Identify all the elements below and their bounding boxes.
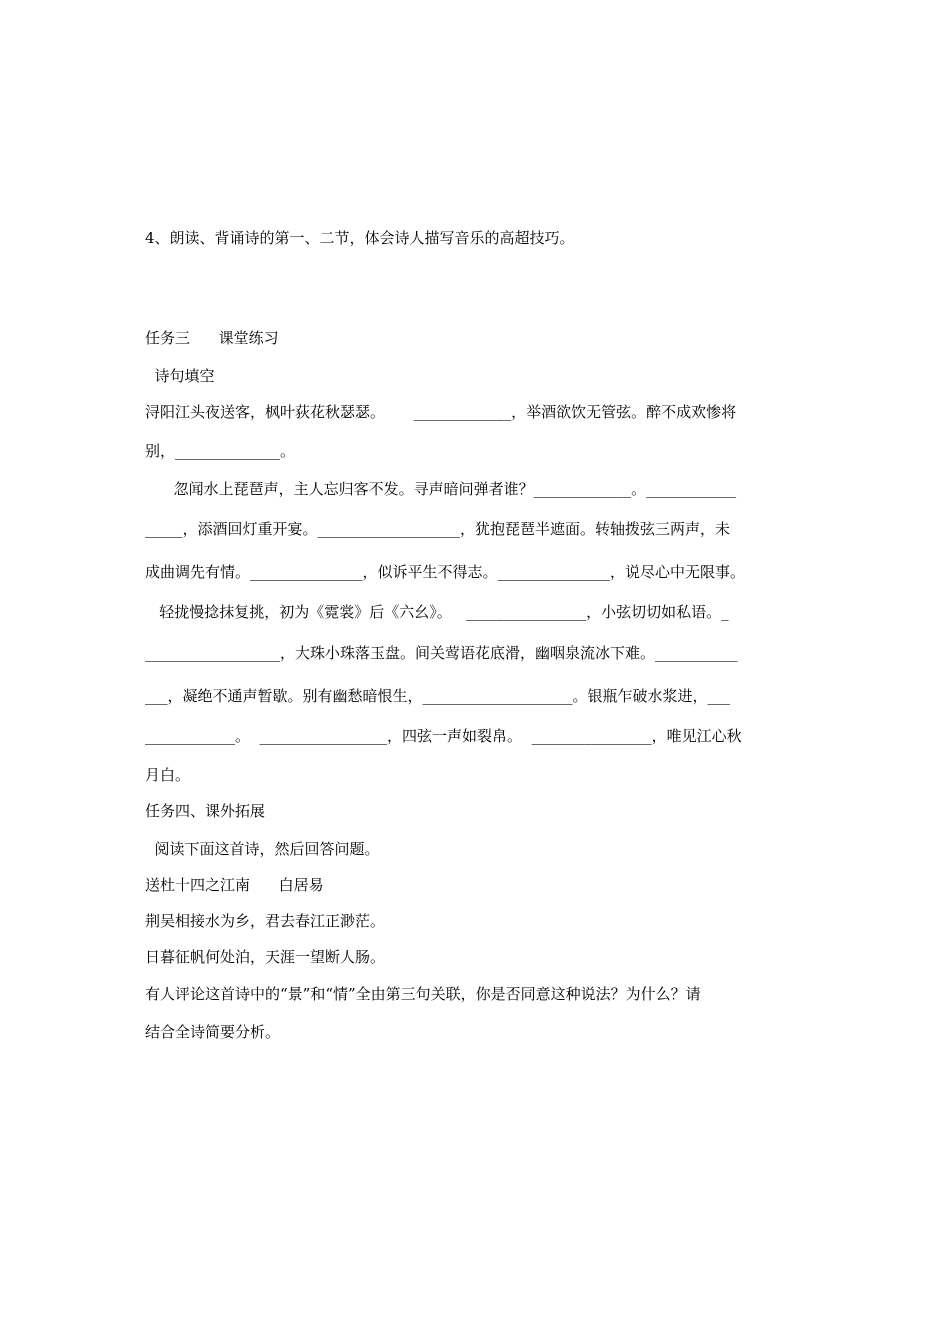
poem-title: 送杜十四之江南 白居易	[145, 876, 324, 894]
question-line: 有人评论这首诗中的“景”和“情”全由第三句关联，你是否同意这种说法？为什么？请	[145, 985, 701, 1003]
task4-instruction: 阅读下面这首诗，然后回答问题。	[145, 840, 380, 858]
question-line: 结合全诗简要分析。	[145, 1023, 281, 1041]
task4-heading: 任务四、课外拓展	[145, 802, 266, 820]
poem-line: 日暮征帆何处泊，天涯一望断人肠。	[145, 948, 386, 966]
fill-in-line: __________________，大珠小珠落玉盘。间关莺语花底滑，幽咽泉流冰下难。___________	[145, 644, 738, 662]
task3-subheading: 诗句填空	[145, 367, 215, 385]
fill-in-line: 轻拢慢捻抹复挑，初为《霓裳》后《六幺》。 ________________，小弦切切如私语。_	[145, 603, 729, 621]
fill-in-line: 别，______________。	[145, 442, 296, 460]
fill-in-line: ___，凝绝不通声暂歇。别有幽愁暗恨生，____________________。银瓶乍破水浆进，___	[145, 687, 731, 705]
fill-in-line: 浔阳江头夜送客，枫叶荻花秋瑟瑟。 _____________，举酒欲饮无管弦。醉不成欢惨将	[145, 403, 737, 421]
fill-in-line: _____，添酒回灯重开宴。___________________，犹抱琵琶半遮面。转轴拨弦三两声，未	[145, 520, 731, 538]
fill-in-line: ____________。 _________________，四弦一声如裂帛。 ________________，唯见江心秋	[145, 727, 742, 745]
fill-in-line: 成曲调先有情。_______________，似诉平生不得志。_______________，说尽心中无限事。	[145, 563, 746, 581]
fill-in-line: 忽闻水上琵琶声，主人忘归客不发。寻声暗问弹者谁？_____________。____________	[145, 480, 737, 498]
task3-heading: 任务三 课堂练习	[145, 329, 279, 347]
fill-in-line: 月白。	[145, 766, 191, 784]
poem-line: 荆吴相接水为乡，君去春江正渺茫。	[145, 912, 386, 930]
item-4-instruction: 4、朗读、背诵诗的第一、二节，体会诗人描写音乐的高超技巧。	[145, 229, 575, 247]
